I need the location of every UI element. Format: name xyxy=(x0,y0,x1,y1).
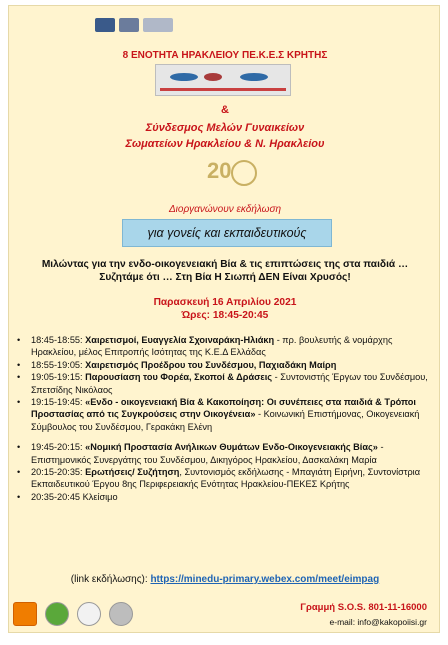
banner-strip xyxy=(160,88,286,91)
program-item xyxy=(17,396,437,433)
intro-line2: Συζητάμε ότι … Στη Βία Η Σιωπή ΔΕΝ Είναι Χρυσός! xyxy=(99,272,351,283)
dolphin-icon xyxy=(240,73,268,81)
program-time: 19:45-20:15: xyxy=(31,442,83,453)
intro-line1: Μιλώντας για την ενδο-οικογενειακή Βία & τις επιπτώσεις της στα παιδιά … xyxy=(41,259,409,270)
program-detail: - Κοινωνική Επιστήμονας, Οικογενειακή Σύμβουλος του Συνδέσμου, Γερακάκη Ελένη xyxy=(31,409,420,432)
audience-box xyxy=(122,219,332,247)
partner-logos-top xyxy=(95,18,173,32)
ministry-logo xyxy=(95,18,115,32)
program-item xyxy=(17,334,437,359)
region-logo xyxy=(119,18,139,32)
dolphin-icon xyxy=(170,73,198,81)
organize-label: Διοργανώνουν εκδήλωση xyxy=(168,204,282,215)
event-hours: Ώρες: 18:45-20:45 xyxy=(181,310,269,321)
network-member-logo xyxy=(109,602,133,626)
hand-stop-icon xyxy=(77,602,101,626)
program-item xyxy=(17,359,437,371)
program-detail: - Επιστημονικός Συνεργάτης του Συνδέσμου, Δικηγόρος Ηρακλείου, Δασκαλάκη Μαρία xyxy=(31,442,384,465)
program-time: 20:15-20:35: xyxy=(31,467,83,478)
program-time: 19:15-19:45: xyxy=(31,397,83,408)
bull-icon xyxy=(204,73,222,81)
association-name-line2: Σωματείων Ηρακλείου & Ν. Ηρακλείου xyxy=(125,138,325,150)
event-link-label: (link εκδήλωσης): xyxy=(70,574,151,585)
event-link-row xyxy=(9,574,440,585)
anniversary-number: 20 xyxy=(207,158,232,183)
sos-line: Γραμμή S.O.S. 801-11-16000 xyxy=(300,602,427,613)
program-title: Παρουσίαση του Φορέα, Σκοποί & Δράσεις xyxy=(85,372,273,383)
program-detail: , Συντονισμός εκδήλωσης - Μπαγιάτη Ειρήνη, Συντονίστρια Εκπαιδευτικού Έργου 8ης Περιφερειακής Ενότητας Ηρακλείου-ΠΕΚΕΣ Κρήτης xyxy=(31,467,421,490)
audience-text: για γονείς και εκπαιδευτικούς xyxy=(147,226,307,240)
unit-heading xyxy=(9,50,440,61)
anniversary-badge xyxy=(201,156,257,196)
anniversary-ring-icon xyxy=(231,160,257,186)
program-item xyxy=(17,491,437,503)
pekes-logo xyxy=(143,18,173,32)
program-time: 20:35-20:45 xyxy=(31,491,81,502)
event-date: Παρασκευή 16 Απριλίου 2021 xyxy=(153,297,297,308)
program-item xyxy=(17,441,437,466)
eurochild-logo xyxy=(13,602,37,626)
event-poster xyxy=(8,5,440,633)
program-title: Ερωτήσεις/ Συζήτηση xyxy=(85,467,180,478)
program-title: «Ενδο - οικογενειακή Βία & Κακοποίηση: Οι συνέπειες στα παιδιά & Τρόποι Προστασίας από τις Συγκρούσεις στην Οικογένεια» xyxy=(31,397,416,420)
program-title: Χαιρετισμός Προέδρου του Συνδέσμου, Παχιαδάκη Μαίρη xyxy=(85,359,337,370)
program-title: Χαιρετισμοί, Ευαγγελία Σχοιναράκη-Ηλιάκη xyxy=(85,335,275,345)
contact-email: e-mail: info@kakopoiisi.gr xyxy=(329,617,427,627)
program-time: 19:05-19:15: xyxy=(31,372,83,383)
program-detail: - Συντονιστής Έργων του Συνδέσμου, Σπετσίδης Νικόλαος xyxy=(31,372,428,395)
unit-heading-text: 8 ΕΝΟΤΗΤΑ ΗΡΑΚΛΕΙΟΥ ΠΕ.Κ.Ε.Σ ΚΡΗΤΗΣ xyxy=(122,50,328,61)
program-item xyxy=(17,371,437,396)
program-title: «Νομική Προστασία Ανήλικων Θυμάτων Ενδο-Οικογενειακής Βίας» xyxy=(85,442,378,453)
ampersand: & xyxy=(221,104,229,116)
association-name-line1: Σύνδεσμος Μελών Γυναικείων xyxy=(145,122,305,134)
member-badge-logo xyxy=(45,602,69,626)
program-item xyxy=(17,466,437,491)
educational-banner-image xyxy=(155,64,291,96)
program-detail: Κλείσιμο xyxy=(80,491,118,502)
program-time: 18:55-19:05: xyxy=(31,359,83,370)
program-detail: - πρ. βουλευτής & νομάρχης Ηρακλείου, μέλος Επιτροπής Ισότητας της Κ.Ε.Δ Ελλάδας xyxy=(31,335,393,358)
program-time: 18:45-18:55: xyxy=(31,335,83,345)
partner-logos-bottom xyxy=(13,602,133,626)
event-link[interactable]: https://minedu-primary.webex.com/meet/eimpag xyxy=(150,574,380,585)
program-list xyxy=(17,334,437,503)
